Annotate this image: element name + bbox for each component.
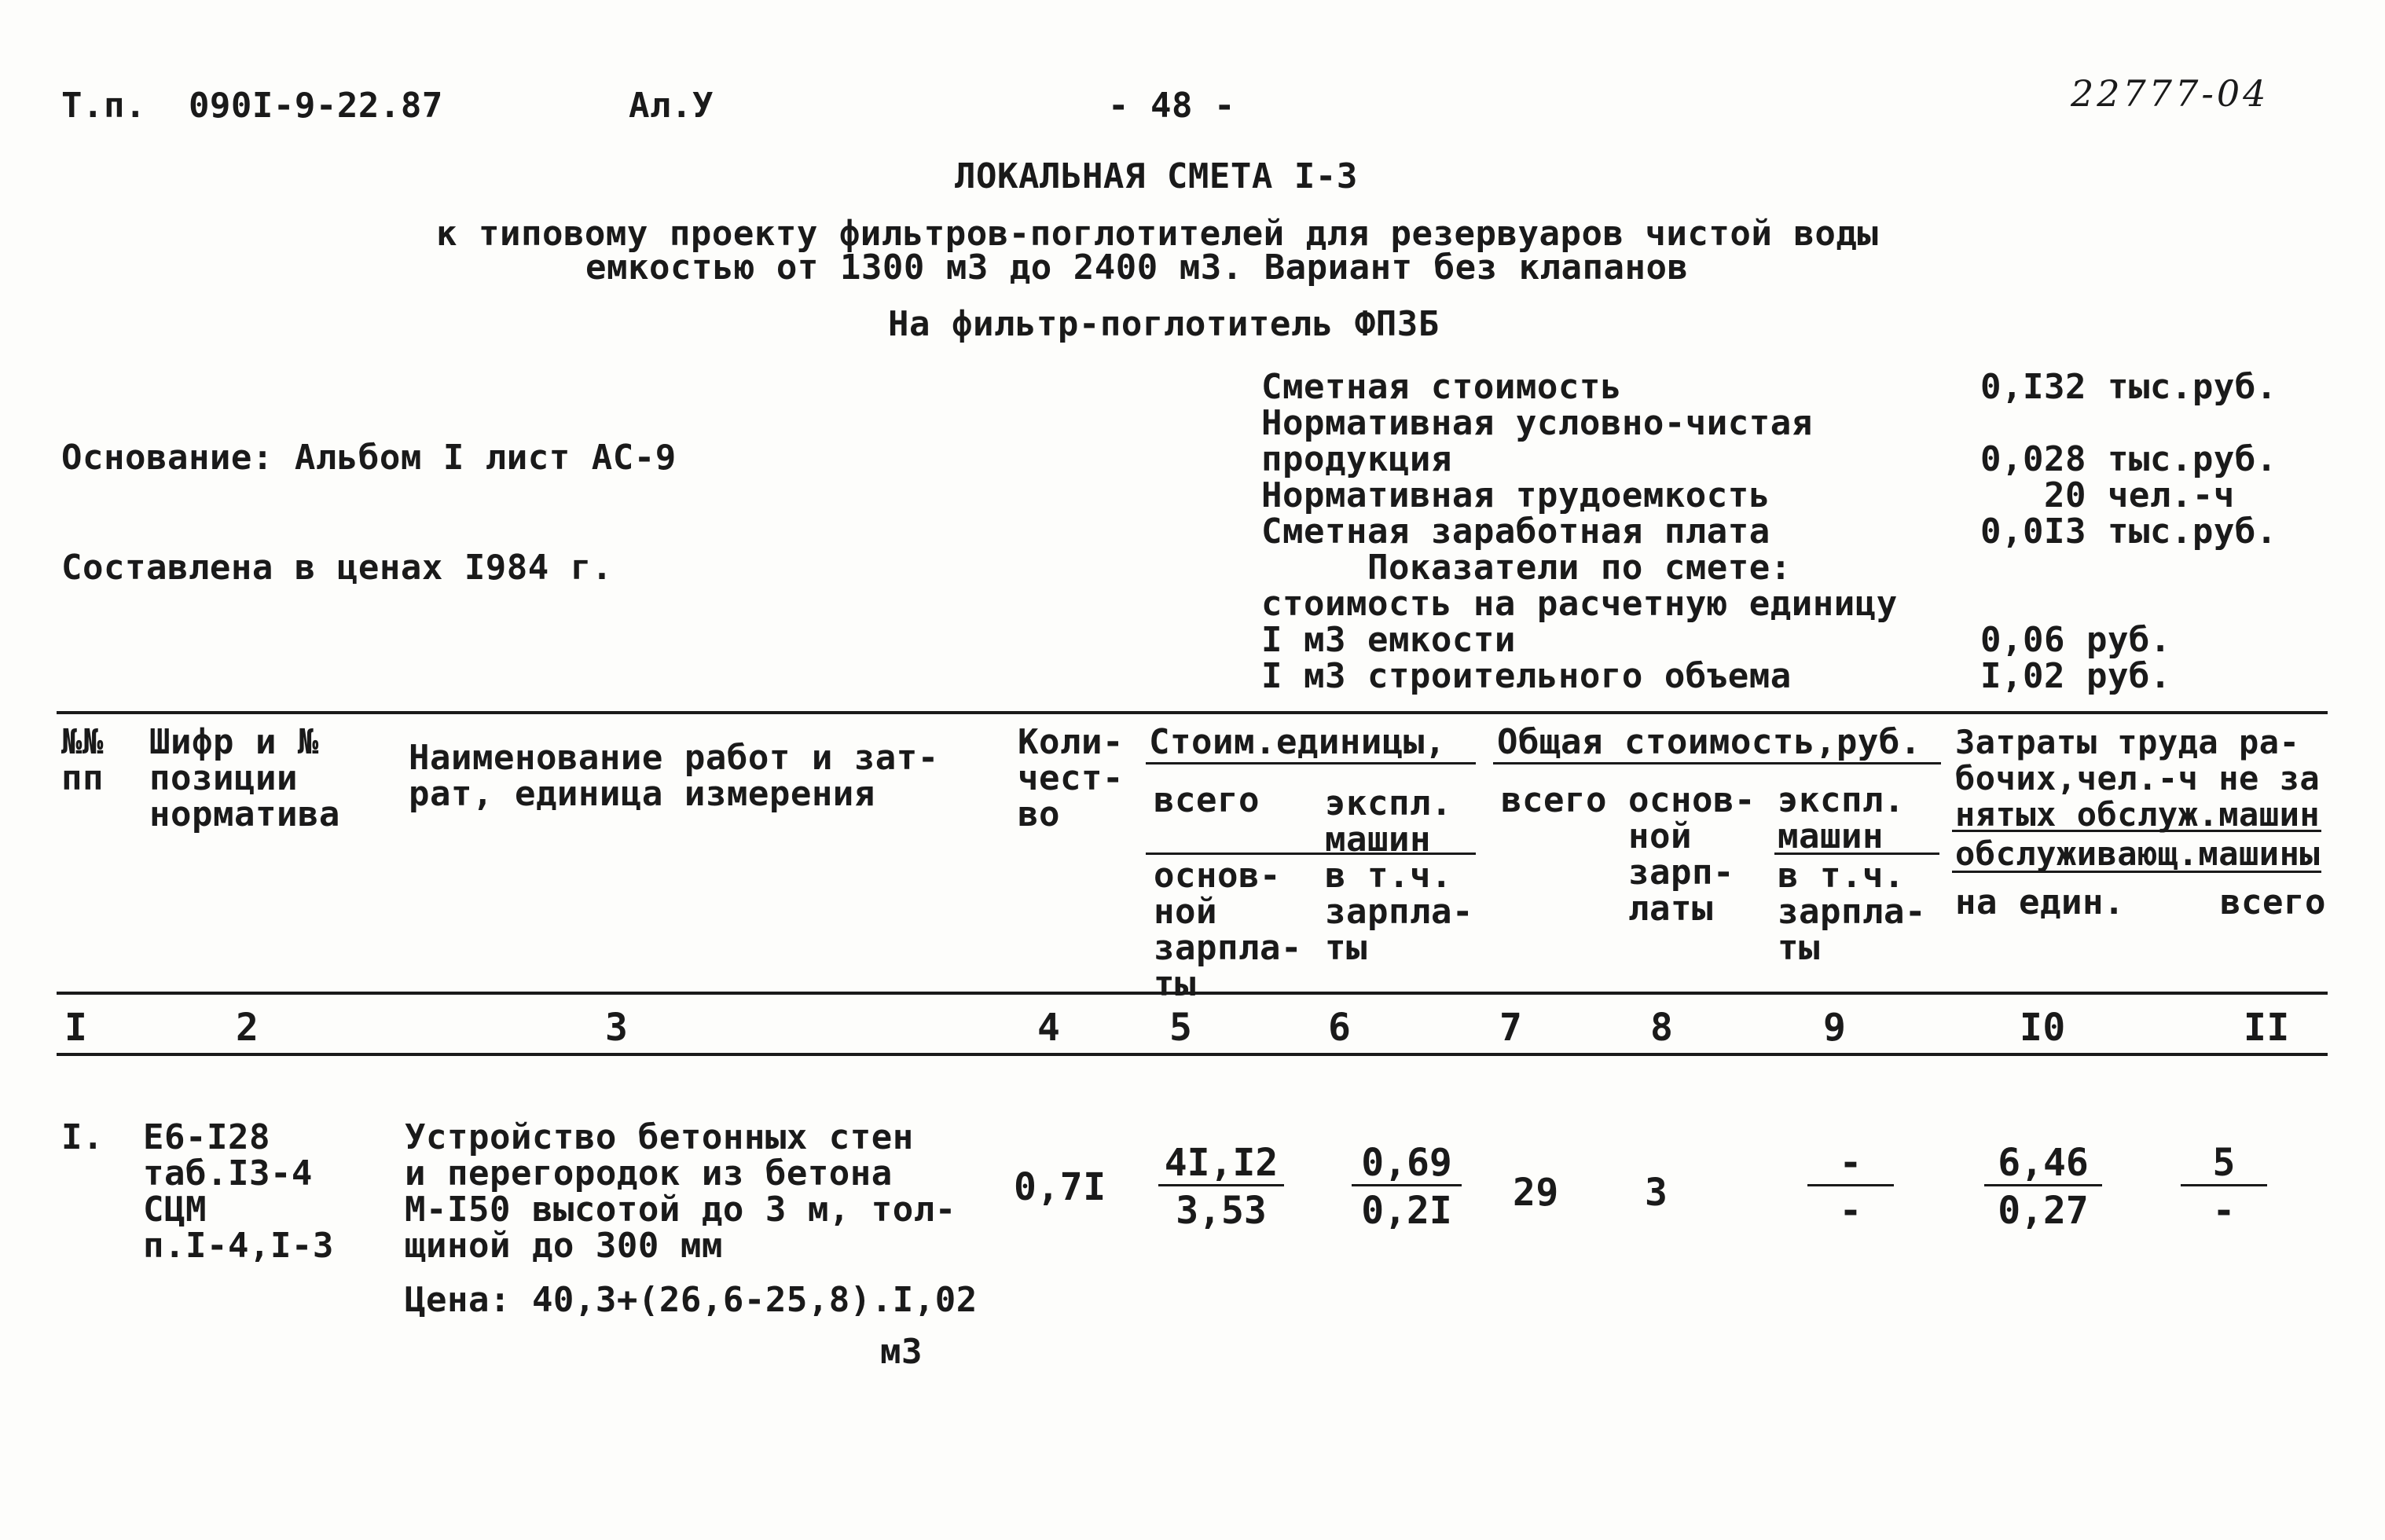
column-number: II bbox=[2244, 1006, 2290, 1050]
labor-underline-2 bbox=[1952, 871, 2321, 873]
subtitle-line-1: к типовому проекту фильтров-поглотителей для резервуаров чистой воды bbox=[436, 214, 1879, 254]
summary-label: I м3 емкости bbox=[1261, 620, 1516, 660]
labor-underline-1 bbox=[1952, 830, 2321, 832]
summary-value: 0,06 руб. bbox=[1980, 620, 2171, 660]
summary-label: I м3 строительного объема bbox=[1261, 656, 1792, 696]
row-unit-machines: 0,69 bbox=[1352, 1143, 1462, 1186]
header-unit-machines: экспл. машин bbox=[1325, 783, 1452, 860]
row-labor-total: 5 bbox=[2181, 1143, 2267, 1186]
row-quantity: 0,7I bbox=[1014, 1165, 1106, 1209]
total-machines-underline bbox=[1774, 852, 1939, 855]
column-number: 3 bbox=[605, 1006, 629, 1050]
handwritten-code: 22777-04 bbox=[2071, 72, 2269, 115]
row-number: I. bbox=[61, 1117, 104, 1157]
column-number: I bbox=[64, 1006, 88, 1050]
total-cost-underline bbox=[1493, 762, 1941, 764]
header-code: Шифр и № позиции норматива bbox=[149, 722, 340, 834]
unit-cost-underline bbox=[1146, 762, 1476, 764]
document-title: ЛОКАЛЬНАЯ СМЕТА I-3 bbox=[955, 156, 1358, 196]
header-bottom-rule bbox=[57, 992, 2328, 995]
row-unit-text: м3 bbox=[880, 1332, 923, 1372]
table-top-rule bbox=[57, 711, 2328, 714]
header-labor-unit: на един. bbox=[1955, 882, 2125, 922]
row-total-wage: 3 bbox=[1645, 1171, 1668, 1215]
header-unit-machine-wage: в т.ч. зарпла- ты bbox=[1325, 856, 1473, 968]
unit-cost-mid-underline bbox=[1146, 852, 1476, 855]
header-total-machines: экспл. машин bbox=[1778, 780, 1905, 856]
header-row-number: №№ пп bbox=[61, 722, 104, 798]
summary-label: Нормативная условно-чистая bbox=[1261, 403, 1813, 443]
header-total-all: всего bbox=[1501, 780, 1607, 820]
summary-value: 0,0I3 тыс.руб. bbox=[1980, 512, 2277, 552]
summary-value: I,02 руб. bbox=[1980, 656, 2171, 696]
header-unit-total: всего bbox=[1154, 780, 1260, 820]
row-labor-total-sub: - bbox=[2212, 1189, 2236, 1233]
header-total-wage: основ- ной зарп- латы bbox=[1628, 780, 1756, 929]
column-number: 6 bbox=[1328, 1006, 1352, 1050]
column-number: 4 bbox=[1037, 1006, 1061, 1050]
row-unit-cost-fraction bbox=[1158, 1141, 1284, 1233]
summary-value: 20 чел.-ч bbox=[1980, 475, 2235, 515]
header-labor-total: всего bbox=[2220, 882, 2326, 922]
row-unit-wage: 3,53 bbox=[1176, 1189, 1267, 1233]
header-total-cost: Общая стоимость,руб. bbox=[1497, 722, 1921, 762]
summary-label: продукция bbox=[1261, 439, 1452, 479]
column-number: I0 bbox=[2020, 1006, 2066, 1050]
column-number: 5 bbox=[1169, 1006, 1193, 1050]
row-price-formula: Цена: 40,3+(26,6-25,8).I,02 bbox=[405, 1280, 978, 1320]
column-number: 8 bbox=[1650, 1006, 1674, 1050]
header-total-machine-wage: в т.ч. зарпла- ты bbox=[1778, 856, 1926, 968]
row-total-all: 29 bbox=[1513, 1171, 1559, 1215]
row-unit bbox=[880, 1334, 923, 1370]
row-total-machines-fraction bbox=[1807, 1141, 1894, 1233]
row-labor-unit-sub: 0,27 bbox=[1998, 1189, 2089, 1233]
header-labor-sub: обслуживающ.машины bbox=[1955, 834, 2321, 873]
row-machine-cost-fraction bbox=[1352, 1141, 1462, 1233]
basis-prices: Составлена в ценах I984 г. bbox=[61, 548, 613, 588]
header-labor: Затраты труда ра- бочих,чел.-ч не за нятых обслуж.машин bbox=[1955, 723, 2321, 834]
row-labor-unit-fraction bbox=[1984, 1141, 2102, 1233]
album-label: Ал.У bbox=[629, 86, 714, 126]
header-quantity: Коли- чест- во bbox=[1018, 722, 1124, 834]
row-code: Е6-I28 таб.I3-4 СЦМ п.I-4,I-3 bbox=[143, 1117, 334, 1266]
row-unit-machine-wage: 0,2I bbox=[1361, 1189, 1452, 1233]
row-total-machines: - bbox=[1807, 1143, 1894, 1186]
subtitle-line-2: емкостью от 1300 м3 до 2400 м3. Вариант без клапанов bbox=[585, 248, 1689, 288]
header-unit-cost: Стоим.единицы, bbox=[1149, 722, 1446, 762]
header-work-name: Наименование работ и зат- рат, единица измерения bbox=[409, 738, 939, 814]
row-labor-total-fraction bbox=[2181, 1141, 2267, 1233]
subtitle-line-3: На фильтр-поглотитель ФПЗБ bbox=[888, 304, 1440, 344]
summary-label: стоимость на расчетную единицу bbox=[1261, 584, 1898, 624]
basis-foundation: Основание: Альбом I лист АС-9 bbox=[61, 438, 677, 478]
summary-value: 0,I32 тыс.руб. bbox=[1980, 367, 2277, 407]
document-reference: Т.п. 090I-9-22.87 bbox=[61, 86, 443, 126]
row-unit-total: 4I,I2 bbox=[1158, 1143, 1284, 1186]
column-number: 9 bbox=[1823, 1006, 1847, 1050]
page-number: - 48 - bbox=[1108, 86, 1235, 126]
summary-label: Сметная заработная плата bbox=[1261, 512, 1770, 552]
header-unit-wage: основ- ной зарпла- ты bbox=[1154, 856, 1302, 1004]
row-work-name: Устройство бетонных стен и перегородок из бетона М-I50 высотой до 3 м, тол- щиной до 300 мм bbox=[405, 1117, 956, 1266]
row-total-machine-wage: - bbox=[1839, 1189, 1862, 1233]
summary-label: Сметная стоимость bbox=[1261, 367, 1622, 407]
column-numbers-rule bbox=[57, 1053, 2328, 1056]
column-number: 7 bbox=[1499, 1006, 1523, 1050]
row-labor-unit: 6,46 bbox=[1984, 1143, 2102, 1186]
summary-label: Нормативная трудоемкость bbox=[1261, 475, 1770, 515]
summary-label: Показатели по смете: bbox=[1261, 548, 1792, 588]
summary-value: 0,028 тыс.руб. bbox=[1980, 439, 2277, 479]
column-number: 2 bbox=[236, 1006, 259, 1050]
